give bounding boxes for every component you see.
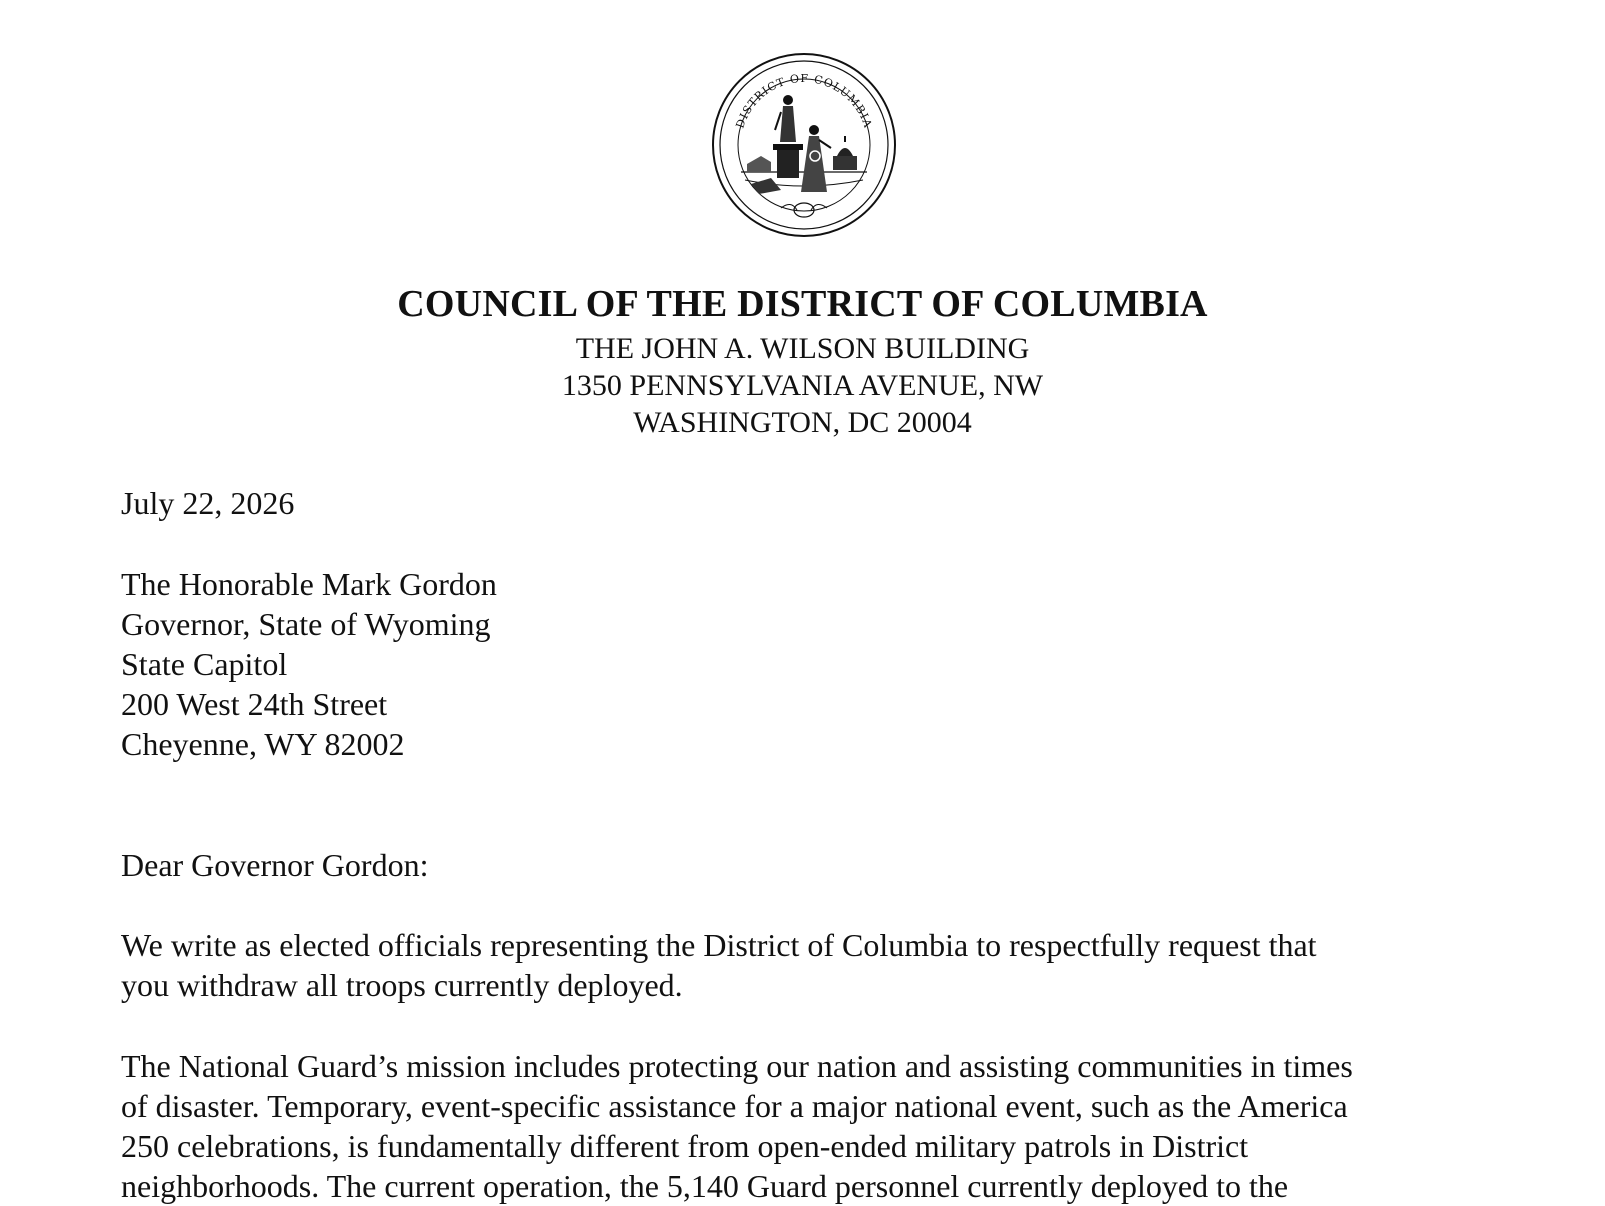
paragraph-line: of disaster. Temporary, event-specific assistance for a major national event, such as the America: [121, 1088, 1348, 1124]
recipient-line: Cheyenne, WY 82002: [121, 726, 405, 762]
paragraph-line: you withdraw all troops currently deployed.: [121, 967, 683, 1003]
recipient-line: Governor, State of Wyoming: [121, 606, 491, 642]
district-of-columbia-seal: [711, 52, 897, 238]
recipient-line: State Capitol: [121, 646, 288, 682]
paragraph-line: We write as elected officials representing the District of Columbia to respectfully request that: [121, 927, 1317, 963]
body-paragraph: [121, 1046, 1353, 1206]
letter-date: July 22, 2026: [121, 485, 295, 521]
address-line-street: 1350 PENNSYLVANIA AVENUE, NW: [561, 369, 1044, 402]
paragraph-line: neighborhoods. The current operation, the 5,140 Guard personnel currently deployed to the: [121, 1168, 1289, 1204]
svg-text:DISTRICT OF COLUMBIA: DISTRICT OF COLUMBIA: [733, 71, 875, 130]
paragraph-line: The National Guard’s mission includes protecting our nation and assisting communities in times: [121, 1048, 1353, 1084]
address-line-building: THE JOHN A. WILSON BUILDING: [575, 332, 1030, 365]
address-line-city: WASHINGTON, DC 20004: [633, 406, 972, 439]
paragraph-line: 250 celebrations, is fundamentally different from open-ended military patrols in District: [121, 1128, 1249, 1164]
body-paragraph: [121, 925, 1317, 1005]
salutation: Dear Governor Gordon:: [121, 847, 429, 883]
recipient-block: [121, 564, 497, 764]
recipient-line: The Honorable Mark Gordon: [121, 566, 497, 602]
recipient-line: 200 West 24th Street: [121, 686, 388, 722]
organization-name: COUNCIL OF THE DISTRICT OF COLUMBIA: [397, 283, 1208, 325]
